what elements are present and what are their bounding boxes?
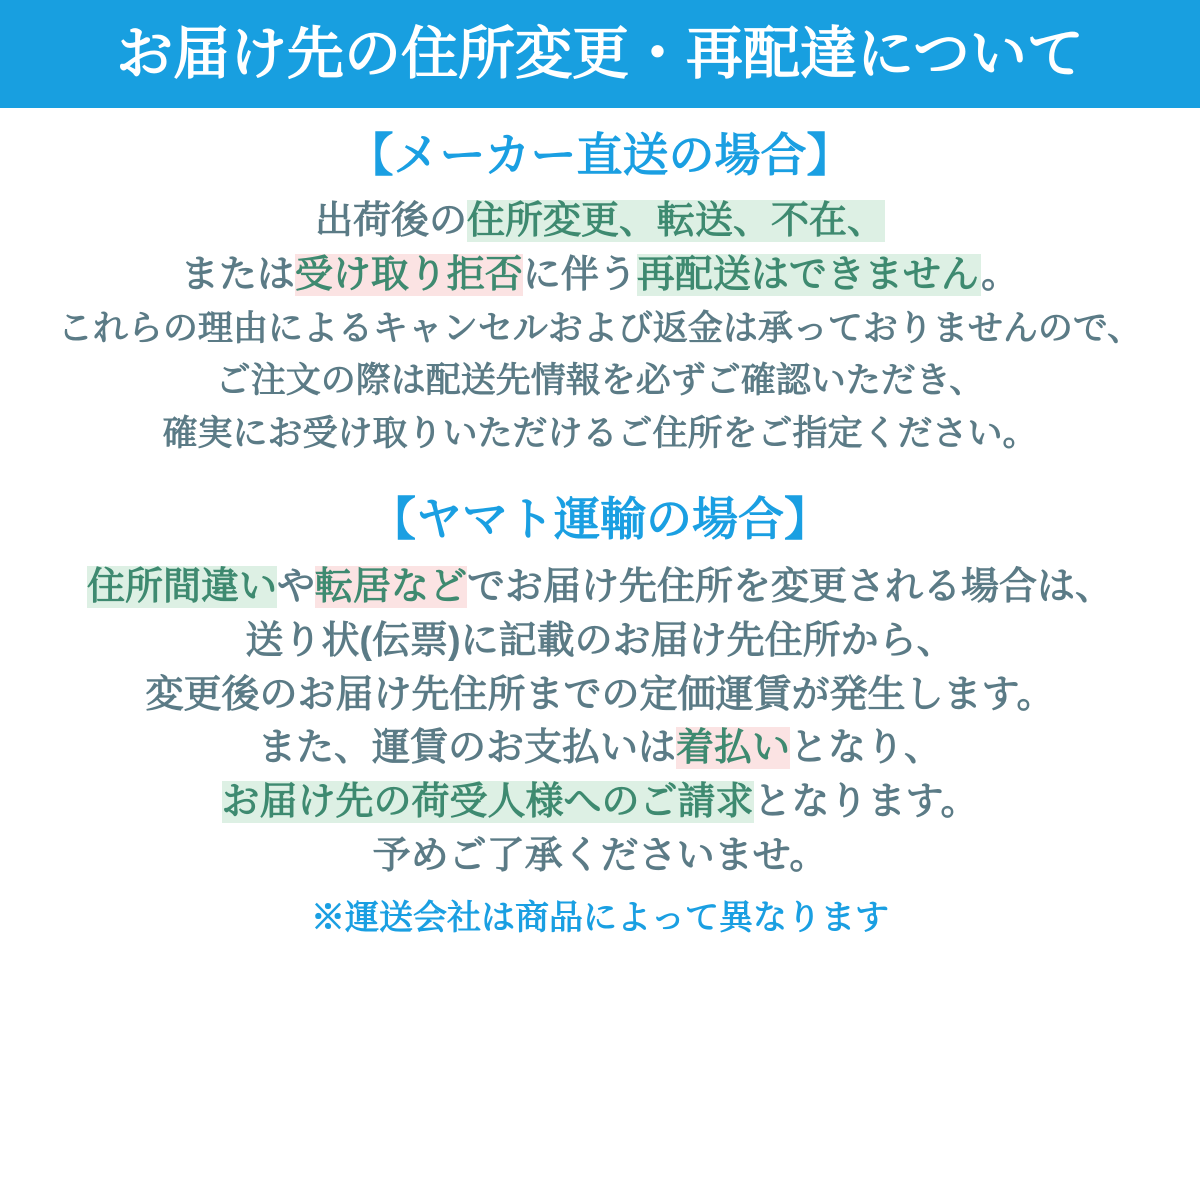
text-fragment-highlight: 転居など <box>315 565 468 608</box>
text-fragment: または <box>180 253 295 296</box>
page-title: お届け先の住所変更・再配達について <box>116 21 1084 86</box>
notice-line <box>0 561 1200 615</box>
text-fragment-highlight: 再配送はできません <box>636 253 982 296</box>
notice-line <box>0 408 1200 461</box>
text-fragment: これらの理由によるキャンセルおよび返金は承っておりませんので、 <box>57 308 1143 348</box>
text-fragment: や <box>276 565 315 608</box>
footer-note: ※運送会社は商品によって異なります <box>311 899 889 938</box>
text-fragment: に伴う <box>522 253 637 296</box>
page-header <box>0 0 1200 108</box>
notice-line <box>0 195 1200 249</box>
notice-line <box>0 303 1200 356</box>
text-fragment: 確実にお受け取りいただけるご住所をご指定ください。 <box>162 413 1038 453</box>
notice-line <box>0 669 1200 723</box>
text-fragment: 予めご了承くださいませ。 <box>372 835 828 878</box>
notice-line <box>0 830 1200 884</box>
notice-line <box>0 776 1200 830</box>
text-fragment: 。 <box>981 253 1020 296</box>
notice-line <box>0 249 1200 303</box>
text-fragment: また、運賃のお支払いは <box>257 727 676 770</box>
text-fragment-highlight: 住所間違い <box>86 565 277 608</box>
text-fragment-highlight: 着払い <box>675 727 790 770</box>
text-fragment: となり、 <box>790 727 943 770</box>
text-fragment: 出荷後の <box>314 199 467 242</box>
section-body-yamato <box>0 561 1200 885</box>
text-fragment: 送り状(伝票)に記載のお届け先住所から、 <box>245 619 955 662</box>
section-heading-yamato: 【ヤマト運輸の場合】 <box>370 493 830 545</box>
text-fragment: となります。 <box>753 781 979 824</box>
section-body-maker-direct <box>0 195 1200 460</box>
text-fragment-highlight: 受け取り拒否 <box>294 253 523 296</box>
notice-line <box>0 355 1200 408</box>
text-fragment: 変更後のお届け先住所までの定価運賃が発生します。 <box>145 673 1055 716</box>
notice-line <box>0 722 1200 776</box>
text-fragment: ご注文の際は配送先情報を必ずご確認いただき、 <box>215 361 985 400</box>
notice-line <box>0 615 1200 669</box>
text-fragment-highlight: お届け先の荷受人様へのご請求 <box>221 781 754 824</box>
text-fragment-highlight: 住所変更、転送、不在、 <box>467 199 886 242</box>
section-heading-maker-direct: 【メーカー直送の場合】 <box>347 129 853 181</box>
notice-body <box>0 130 1200 943</box>
text-fragment: でお届け先住所を変更される場合は、 <box>467 565 1114 608</box>
